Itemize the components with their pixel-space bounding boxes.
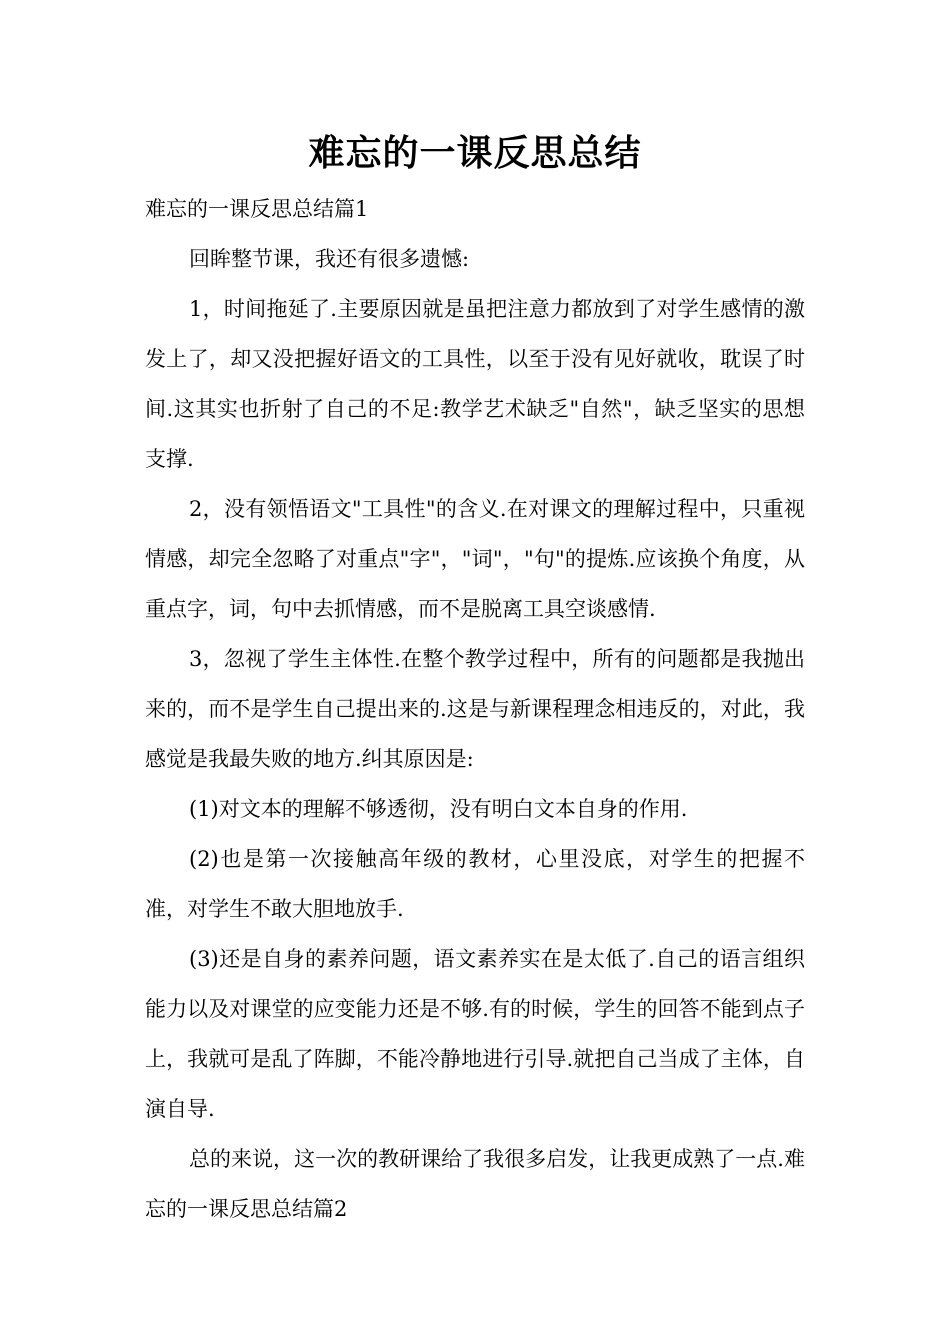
- document-title: 难忘的一课反思总结: [308, 132, 642, 174]
- paragraph-section-heading: 难忘的一课反思总结篇1: [145, 197, 369, 221]
- paragraph-point-3: 3，忽视了学生主体性.在整个教学过程中，所有的问题都是我抛出来的，而不是学生自己提出来的.这是与新课程理念相违反的，对此，我感觉是我最失败的地方.纠其原因是:: [145, 647, 805, 771]
- paragraph-point-2: 2，没有领悟语文"工具性"的含义.在对课文的理解过程中，只重视情感，却完全忽略了对重点"字"，"词"，"句"的提炼.应该换个角度，从重点字，词，句中去抓情感，而不是脱离工具空谈感情.: [145, 497, 805, 621]
- paragraph-point-1: 1，时间拖延了.主要原因就是虽把注意力都放到了对学生感情的激发上了，却又没把握好语文的工具性，以至于没有见好就收，耽误了时间.这其实也折射了自己的不足:教学艺术缺乏"自然"，缺乏坚实的思想支撑.: [145, 297, 805, 471]
- paragraph-intro: 回眸整节课，我还有很多遗憾:: [189, 247, 470, 271]
- document-body: [145, 184, 805, 1234]
- paragraph-conclusion: 总的来说，这一次的教研课给了我很多启发，让我更成熟了一点.难忘的一课反思总结篇2: [145, 1147, 805, 1221]
- paragraph-reason-3: (3)还是自身的素养问题，语文素养实在是太低了.自己的语言组织能力以及对课堂的应变能力还是不够.有的时候，学生的回答不能到点子上，我就可是乱了阵脚，不能冷静地进行引导.就把自己当成了主体，自演自导.: [145, 947, 805, 1121]
- paragraph-reason-1: (1)对文本的理解不够透彻，没有明白文本自身的作用.: [189, 797, 688, 821]
- paragraph-reason-2: (2)也是第一次接触高年级的教材，心里没底，对学生的把握不准，对学生不敢大胆地放手.: [145, 847, 805, 921]
